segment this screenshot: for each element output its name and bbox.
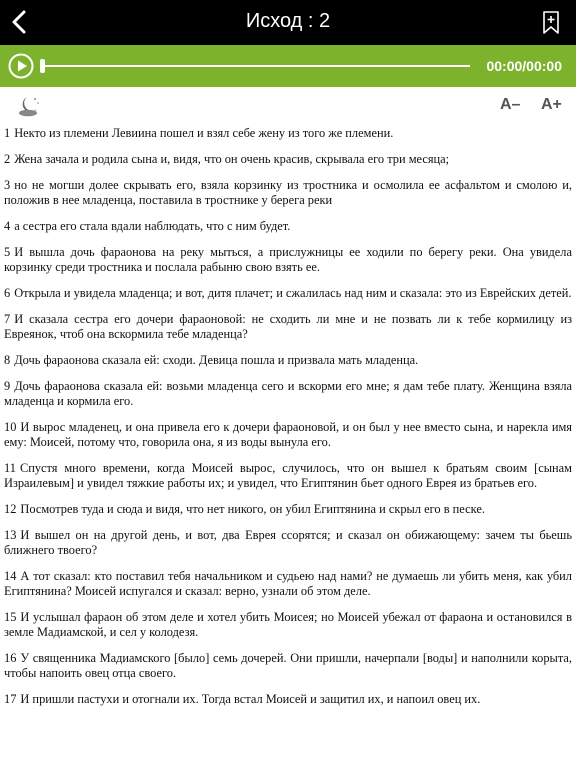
verse [4, 178, 572, 208]
verse-text: У священника Мадиамского [было] семь дочерей. Они пришли, начерпали [воды] и наполнили корыта, чтобы напоить овец отца своего. [4, 651, 572, 680]
audio-progress-track[interactable] [42, 65, 470, 67]
verse [4, 569, 572, 599]
verse-number: 12 [4, 502, 17, 516]
verse [4, 245, 572, 275]
verse-number: 9 [4, 379, 11, 393]
verse [4, 651, 572, 681]
verse-number: 6 [4, 286, 11, 300]
verse-number: 10 [4, 420, 17, 434]
audio-player [0, 45, 576, 87]
verse-number: 16 [4, 651, 17, 665]
verse-text: Открыла и увидела младенца; и вот, дитя плачет; и сжалилась над ним и сказала: это из Еврейских детей. [14, 286, 572, 300]
verse-text: И сказала сестра его дочери фараоновой: не сходить ли мне и не позвать ли к тебе кормилицу из Евреянок, чтоб она вскормила тебе младенца? [4, 312, 572, 341]
play-icon[interactable] [8, 53, 34, 79]
verse [4, 126, 572, 141]
audio-progress-thumb[interactable] [40, 59, 45, 73]
page-title: Исход : 2 [245, 10, 331, 32]
verse [4, 420, 572, 450]
verse [4, 528, 572, 558]
verse [4, 312, 572, 342]
verse-text: но не могши долее скрывать его, взяла корзинку из тростника и осмолила ее асфальтом и смолою и, положив в нее младенца, поставила в тростнике у берега реки [4, 178, 572, 207]
verse-number: 15 [4, 610, 17, 624]
verse [4, 610, 572, 640]
verse-text: И услышал фараон об этом деле и хотел убить Моисея; но Моисей убежал от фараона и остановился в земле Мадиамской, и сел у колодезя. [4, 610, 572, 639]
verse-number: 1 [4, 126, 11, 140]
verse-text: И вырос младенец, и она привела его к дочери фараоновой, и он был у нее вместо сына, и нарекла имя ему: Моисей, потому что, говорила она, я из воды вынула его. [4, 420, 572, 449]
verse-text: Жена зачала и родила сына и, видя, что он очень красив, скрывала его три месяца; [14, 152, 450, 166]
night-mode-icon[interactable] [16, 95, 40, 117]
font-increase-button[interactable]: A+ [541, 96, 562, 113]
verse [4, 379, 572, 409]
verse-text: Спустя много времени, когда Моисей вырос, случилось, что он вышел к братьям своим [сынам Израилевым] и увидел тяжкие работы их; и увидел, что Египтянин бьет одного Еврея из братьев его. [4, 461, 572, 490]
font-decrease-button[interactable]: A– [500, 96, 521, 113]
verse-text: А тот сказал: кто поставил тебя начальником и судьею над нами? не думаешь ли убить меня, как убил Египтянина? Моисей испугался и сказал: верно, узнали об этом деле. [4, 569, 572, 598]
verse-text: Некто из племени Левиина пошел и взял себе жену из того же племени. [14, 126, 394, 140]
verse [4, 286, 572, 301]
verse-number: 11 [4, 461, 16, 475]
verse-number: 3 [4, 178, 11, 192]
top-bar [0, 0, 576, 45]
chapter-text [4, 126, 572, 718]
verse-text: И пришли пастухи и отогнали их. Тогда встал Моисей и защитил их, и напоил овец их. [20, 692, 481, 706]
verse [4, 502, 572, 517]
verse-number: 14 [4, 569, 17, 583]
verse-text: Дочь фараонова сказала ей: сходи. Девица пошла и призвала мать младенца. [14, 353, 419, 367]
verse-number: 8 [4, 353, 11, 367]
verse [4, 219, 572, 234]
bookmark-add-icon[interactable] [542, 11, 560, 35]
verse-text: И вышел он на другой день, и вот, два Еврея ссорятся; и сказал он обижающему: зачем ты бьешь ближнего твоего? [4, 528, 572, 557]
verse-number: 5 [4, 245, 11, 259]
verse-number: 13 [4, 528, 17, 542]
verse-number: 17 [4, 692, 17, 706]
verse-text: а сестра его стала вдали наблюдать, что с ним будет. [14, 219, 291, 233]
verse-text: И вышла дочь фараонова на реку мыться, а прислужницы ее ходили по берегу реки. Она увидела корзинку среди тростника и послала рабыню свою взять ее. [4, 245, 572, 274]
reading-toolbar [0, 87, 576, 123]
verse [4, 692, 572, 707]
verse-number: 7 [4, 312, 11, 326]
verse [4, 461, 572, 491]
verse-number: 4 [4, 219, 11, 233]
verse-number: 2 [4, 152, 11, 166]
audio-time: 00:00/00:00 [486, 58, 562, 74]
verse-text: Посмотрев туда и сюда и видя, что нет никого, он убил Египтянина и скрыл его в песке. [20, 502, 485, 516]
verse [4, 353, 572, 368]
verse [4, 152, 572, 167]
verse-text: Дочь фараонова сказала ей: возьми младенца сего и вскорми его мне; я дам тебе плату. Женщина взяла младенца и кормила его. [4, 379, 572, 408]
